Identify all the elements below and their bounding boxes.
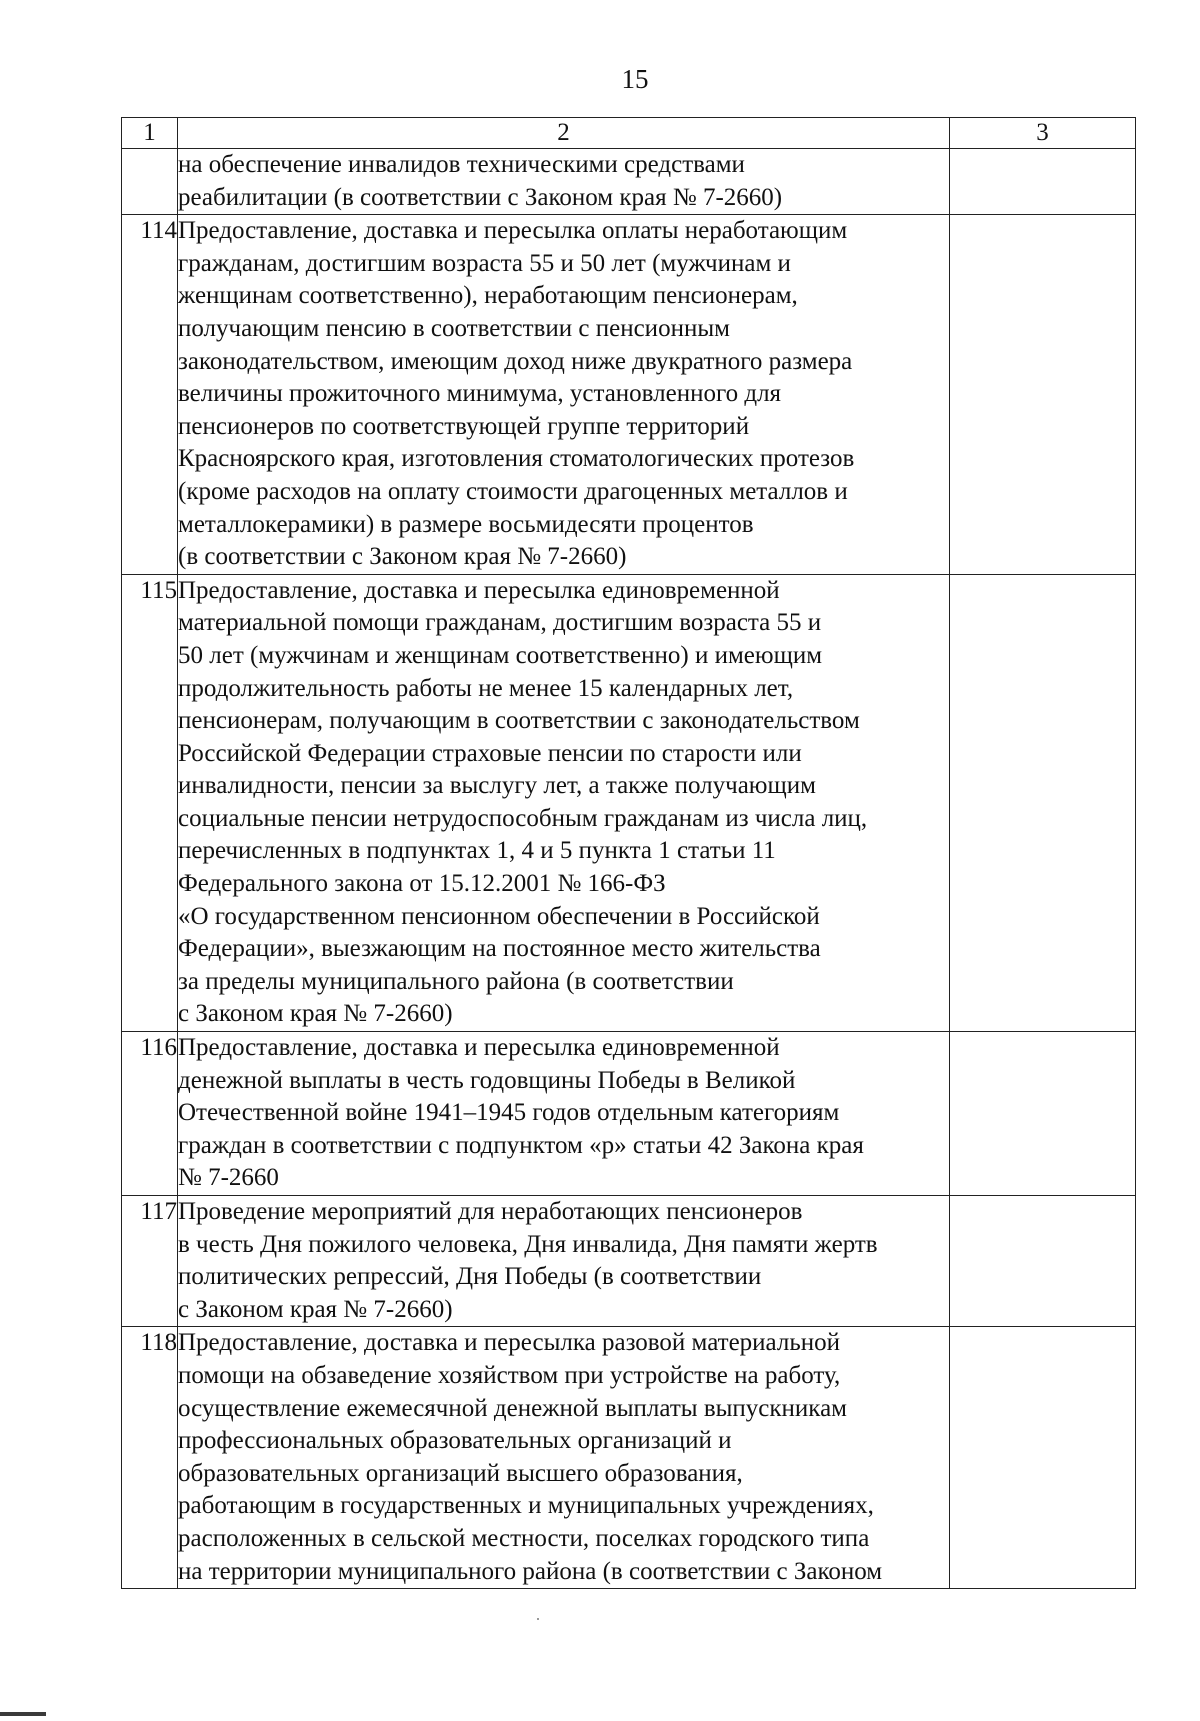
description-line: на обеспечение инвалидов техническими средствами [178,151,745,178]
description-line: инвалидности, пенсии за выслугу лет, а также получающим [178,772,816,800]
table-header-row [122,118,1136,149]
description-line: Предоставление, доставка и пересылка единовременной [178,1034,780,1062]
description-line: Предоставление, доставка и пересылка единовременной [178,576,780,604]
row-number: 114 [122,215,178,575]
row-description [178,574,950,1031]
description-line: политических репрессий, Дня Победы (в соответствии [178,1263,762,1291]
description-line: в честь Дня пожилого человека, Дня инвалида, Дня памяти жертв [178,1230,878,1258]
description-line: перечисленных в подпунктах 1, 4 и 5 пункта 1 статьи 11 [178,837,776,865]
page-number: 15 [621,64,649,94]
description-line: денежной выплаты в честь годовщины Победы в Великой [178,1066,796,1094]
description-line: Предоставление, доставка и пересылка оплаты неработающим [178,217,848,245]
row-col3 [950,1032,1136,1196]
scan-edge-mark [0,1712,46,1716]
description-line: помощи на обзаведение хозяйством при устройстве на работу, [178,1361,841,1389]
row-description [178,215,950,575]
description-line: пенсионеров по соответствующей группе территорий [178,412,750,440]
row-description [178,1032,950,1196]
row-col3 [950,149,1136,215]
row-col3 [950,1327,1136,1589]
row-number: 118 [122,1327,178,1589]
description-line: (кроме расходов на оплату стоимости драгоценных металлов и [178,477,848,505]
description-line: образовательных организаций высшего образования, [178,1459,743,1487]
row-col3 [950,574,1136,1031]
row-description [178,1327,950,1589]
description-line: с Законом края № 7-2660) [178,1295,453,1323]
description-line: реабилитации (в соответствии с Законом края № 7-2660) [178,183,783,211]
row-number: 116 [122,1032,178,1196]
row-number: 117 [122,1196,178,1327]
description-line: за пределы муниципального района (в соответствии [178,967,734,995]
header-col-2: 2 [178,118,950,149]
description-line: материальной помощи гражданам, достигшим возраста 55 и [178,609,822,637]
description-line: получающим пенсию в соответствии с пенсионным [178,314,730,342]
description-line: «О государственном пенсионном обеспечении в Российской [178,902,820,930]
table-row [122,1032,1136,1196]
description-line: с Законом края № 7-2660) [178,1000,453,1028]
description-line: 50 лет (мужчинам и женщинам соответственно) и имеющим [178,641,823,669]
row-description [178,1196,950,1327]
row-col3 [950,1196,1136,1327]
description-line: на территории муниципального района (в соответствии с Законом [178,1557,883,1585]
header-col-1: 1 [122,118,178,149]
description-line: осуществление ежемесячной денежной выплаты выпускникам [178,1394,847,1422]
table-row [122,574,1136,1031]
description-line: Предоставление, доставка и пересылка разовой материальной [178,1329,841,1357]
scan-dot [537,1618,539,1620]
description-line: профессиональных образовательных организаций и [178,1427,732,1455]
description-line: № 7-2660 [178,1164,279,1192]
description-line: расположенных в сельской местности, поселках городского типа [178,1524,870,1552]
description-line: работающим в государственных и муниципальных учреждениях, [178,1492,874,1520]
description-line: Федерации», выезжающим на постоянное место жительства [178,935,821,963]
table-row [122,1327,1136,1589]
description-line: пенсионерам, получающим в соответствии с законодательством [178,707,860,735]
table-row [122,149,1136,215]
description-line: Красноярского края, изготовления стоматологических протезов [178,445,855,473]
description-line: Федерального закона от 15.12.2001 № 166-ФЗ [178,870,666,898]
description-line: женщинам соответственно), неработающим пенсионерам, [178,282,798,310]
row-col3 [950,215,1136,575]
row-description [178,149,950,215]
description-line: социальные пенсии нетрудоспособным гражданам из числа лиц, [178,804,868,832]
header-col-3: 3 [950,118,1136,149]
description-line: Проведение мероприятий для неработающих пенсионеров [178,1198,803,1225]
row-number: 115 [122,574,178,1031]
row-number [122,149,178,215]
description-line: величины прожиточного минимума, установленного для [178,380,782,408]
description-line: Российской Федерации страховые пенсии по старости или [178,739,802,767]
description-line: законодательством, имеющим доход ниже двукратного размера [178,347,853,375]
table-row [122,1196,1136,1327]
table-row [122,215,1136,575]
services-table [121,117,1136,1589]
description-line: металлокерамики) в размере восьмидесяти процентов [178,510,754,538]
description-line: граждан в соответствии с подпунктом «р» статьи 42 Закона края [178,1131,864,1159]
description-line: гражданам, достигшим возраста 55 и 50 лет (мужчинам и [178,249,791,277]
description-line: (в соответствии с Законом края № 7-2660) [178,543,627,571]
description-line: Отечественной войне 1941–1945 годов отдельным категориям [178,1099,840,1127]
description-line: продолжительность работы не менее 15 календарных лет, [178,674,794,702]
